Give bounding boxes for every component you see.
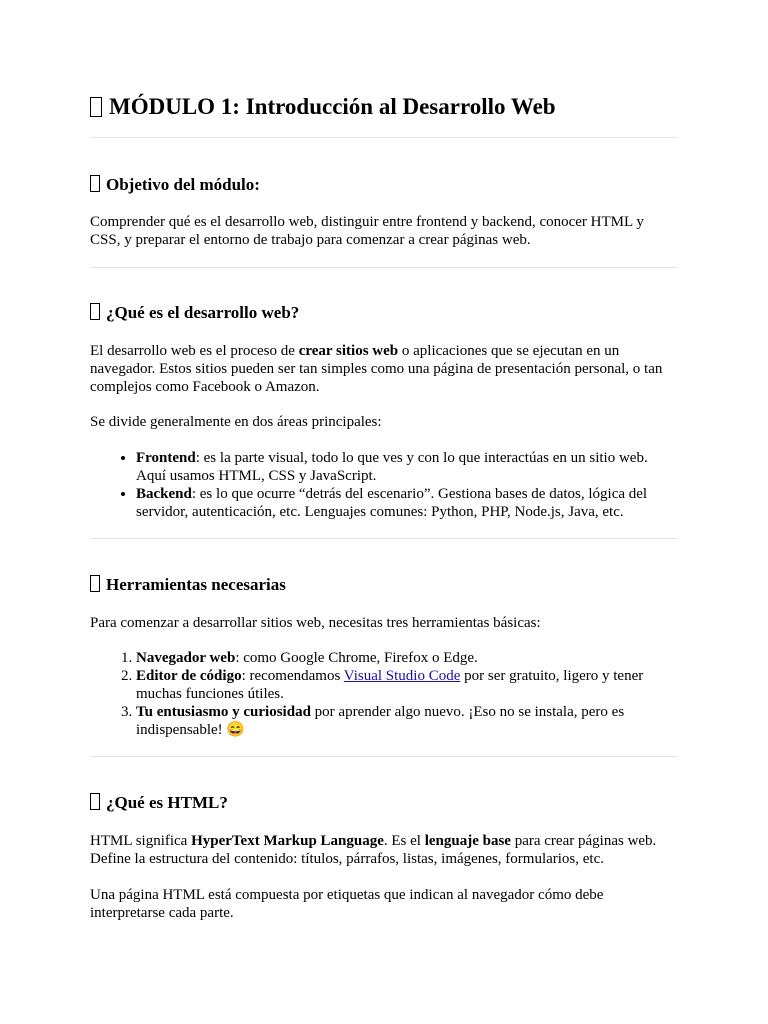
visual-studio-code-link[interactable]: Visual Studio Code (343, 668, 461, 684)
missing-emoji-icon (90, 793, 100, 810)
html-p1-d: para crear páginas web. Define la estructura del contenido: títulos, párrafos, listas, imágenes, formularios, etc. (90, 833, 657, 867)
list-item-backend (136, 485, 678, 521)
html-heading-text: ¿Qué es HTML? (106, 793, 228, 812)
herramientas-heading (90, 574, 286, 596)
herramientas-intro: Para comenzar a desarrollar sitios web, necesitas tres herramientas básicas: (90, 615, 541, 631)
editor-text-after: por ser gratuito, ligero y tener muchas funciones útiles. (136, 668, 644, 702)
backend-text: : es lo que ocurre “detrás del escenario”. Gestiona bases de datos, lógica del servidor, autenticación, etc. Lenguajes comunes: Python, PHP, Node.js, Java, etc. (136, 486, 648, 520)
html-paragraph (90, 832, 678, 868)
missing-emoji-icon (90, 575, 100, 592)
que-es-paragraph (90, 342, 678, 396)
list-item-frontend (136, 449, 678, 485)
que-es-p1-bold: crear sitios web (298, 343, 399, 359)
page-title-text: MÓDULO 1: Introducción al Desarrollo Web (109, 94, 556, 119)
html-paragraph-2: Una página HTML está compuesta por etiquetas que indican al navegador cómo debe interpretarse cada parte. (90, 887, 604, 921)
missing-emoji-icon (90, 303, 100, 320)
objetivo-heading (90, 174, 260, 196)
frontend-label: Frontend (136, 450, 196, 466)
divider (90, 137, 678, 138)
entusiasmo-text: por aprender algo nuevo. ¡Eso no se instala, pero es indispensable! 😄 (136, 704, 625, 738)
html-p1-a: HTML significa (90, 833, 192, 849)
objetivo-text: Comprender qué es el desarrollo web, distinguir entre frontend y backend, conocer HTML y CSS, y preparar el entorno de trabajo para comenzar a crear páginas web. (90, 214, 644, 248)
que-es-paragraph-2: Se divide generalmente en dos áreas principales: (90, 414, 382, 430)
tools-list (90, 649, 678, 739)
list-item-editor (136, 667, 678, 703)
herramientas-heading-text: Herramientas necesarias (106, 575, 286, 594)
html-p1-c: . Es el (383, 833, 425, 849)
list-item-entusiasmo (136, 703, 678, 739)
page-title (90, 93, 556, 121)
missing-emoji-icon (90, 97, 102, 117)
editor-label: Editor de código (136, 668, 242, 684)
que-es-p1-before: El desarrollo web es el proceso de (90, 343, 299, 359)
objetivo-heading-text: Objetivo del módulo: (106, 175, 260, 194)
que-es-p1-after: o aplicaciones que se ejecutan en un navegador. Estos sitios pueden ser tan simples como una página de presentación personal, o tan complejos como Facebook o Amazon. (90, 343, 663, 395)
divider (90, 756, 678, 757)
entusiasmo-label: Tu entusiasmo y curiosidad (136, 704, 311, 720)
navegador-label: Navegador web (136, 650, 236, 666)
html-p1-bold-2: lenguaje base (424, 833, 511, 849)
missing-emoji-icon (90, 175, 100, 192)
navegador-text: : como Google Chrome, Firefox o Edge. (235, 650, 478, 666)
backend-label: Backend (136, 486, 192, 502)
frontend-text: : es la parte visual, todo lo que ves y con lo que interactúas en un sitio web. Aquí usamos HTML, CSS y JavaScript. (136, 450, 648, 484)
que-es-heading (90, 302, 299, 324)
editor-text-before: : recomendamos (241, 668, 344, 684)
divider (90, 538, 678, 539)
list-item-navegador (136, 649, 678, 667)
que-es-heading-text: ¿Qué es el desarrollo web? (106, 303, 300, 322)
html-p1-bold-1: HyperText Markup Language (191, 833, 384, 849)
divider (90, 267, 678, 268)
areas-list (90, 449, 678, 521)
html-heading (90, 792, 228, 814)
